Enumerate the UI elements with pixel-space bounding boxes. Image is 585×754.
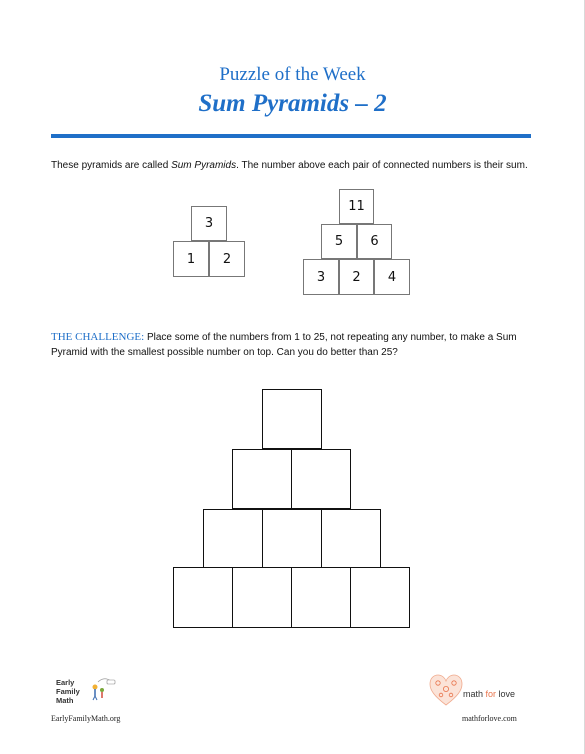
challenge-text: Place some of the numbers from 1 to 25, not repeating any number, to make a Sum Pyramid with the smallest possible number on top. Can you do better than 25?: [51, 332, 517, 358]
intro-after: . The number above each pair of connected numbers is their sum.: [236, 160, 528, 171]
pyramid-cell-bottom: 4: [374, 259, 410, 295]
empty-cell: [321, 509, 381, 568]
intro-paragraph: [51, 159, 531, 172]
empty-cell: [203, 509, 263, 568]
math-for-love-logo: [428, 672, 533, 710]
empty-cell: [173, 567, 233, 628]
early-family-math-url[interactable]: EarlyFamilyMath.org: [51, 714, 121, 723]
heart-numbers-icon: [428, 672, 464, 708]
early-family-math-logo: [52, 677, 124, 717]
logo-line: Family: [56, 687, 80, 696]
pyramid-cell-bottom: 3: [303, 259, 339, 295]
challenge-paragraph: [51, 330, 521, 360]
challenge-lead: THE CHALLENGE:: [51, 331, 145, 343]
pyramid-cell-bottom: 2: [339, 259, 374, 295]
pyramid-cell-middle: 6: [357, 224, 392, 259]
empty-cell: [262, 509, 322, 568]
intro-term: Sum Pyramids: [171, 160, 237, 171]
pyramid-cell-bottom-left: 1: [173, 241, 209, 277]
intro-before: These pyramids are called: [51, 160, 172, 171]
header-divider: [51, 134, 531, 138]
pyramid-cell-middle: 5: [321, 224, 357, 259]
empty-cell: [291, 449, 351, 509]
logo-line: Early: [56, 678, 75, 687]
logo-wordmark: [463, 689, 515, 699]
empty-cell: [291, 567, 351, 628]
kids-figures-icon: [87, 677, 117, 701]
pyramid-cell-bottom-right: 2: [209, 241, 245, 277]
page-title: Sum Pyramids – 2: [198, 90, 387, 117]
logo-line: Math: [56, 696, 74, 705]
logo-word-c: love: [496, 689, 516, 699]
empty-cell: [262, 389, 322, 449]
empty-cell: [232, 449, 292, 509]
empty-cell: [232, 567, 292, 628]
logo-word-b: for: [485, 689, 497, 699]
empty-cell: [350, 567, 410, 628]
page-subtitle: Puzzle of the Week: [219, 64, 366, 85]
logo-word-a: math: [463, 689, 486, 699]
math-for-love-url[interactable]: mathforlove.com: [462, 714, 517, 723]
pyramid-cell-top: 3: [191, 206, 227, 241]
pyramid-cell-top: 11: [339, 189, 374, 224]
